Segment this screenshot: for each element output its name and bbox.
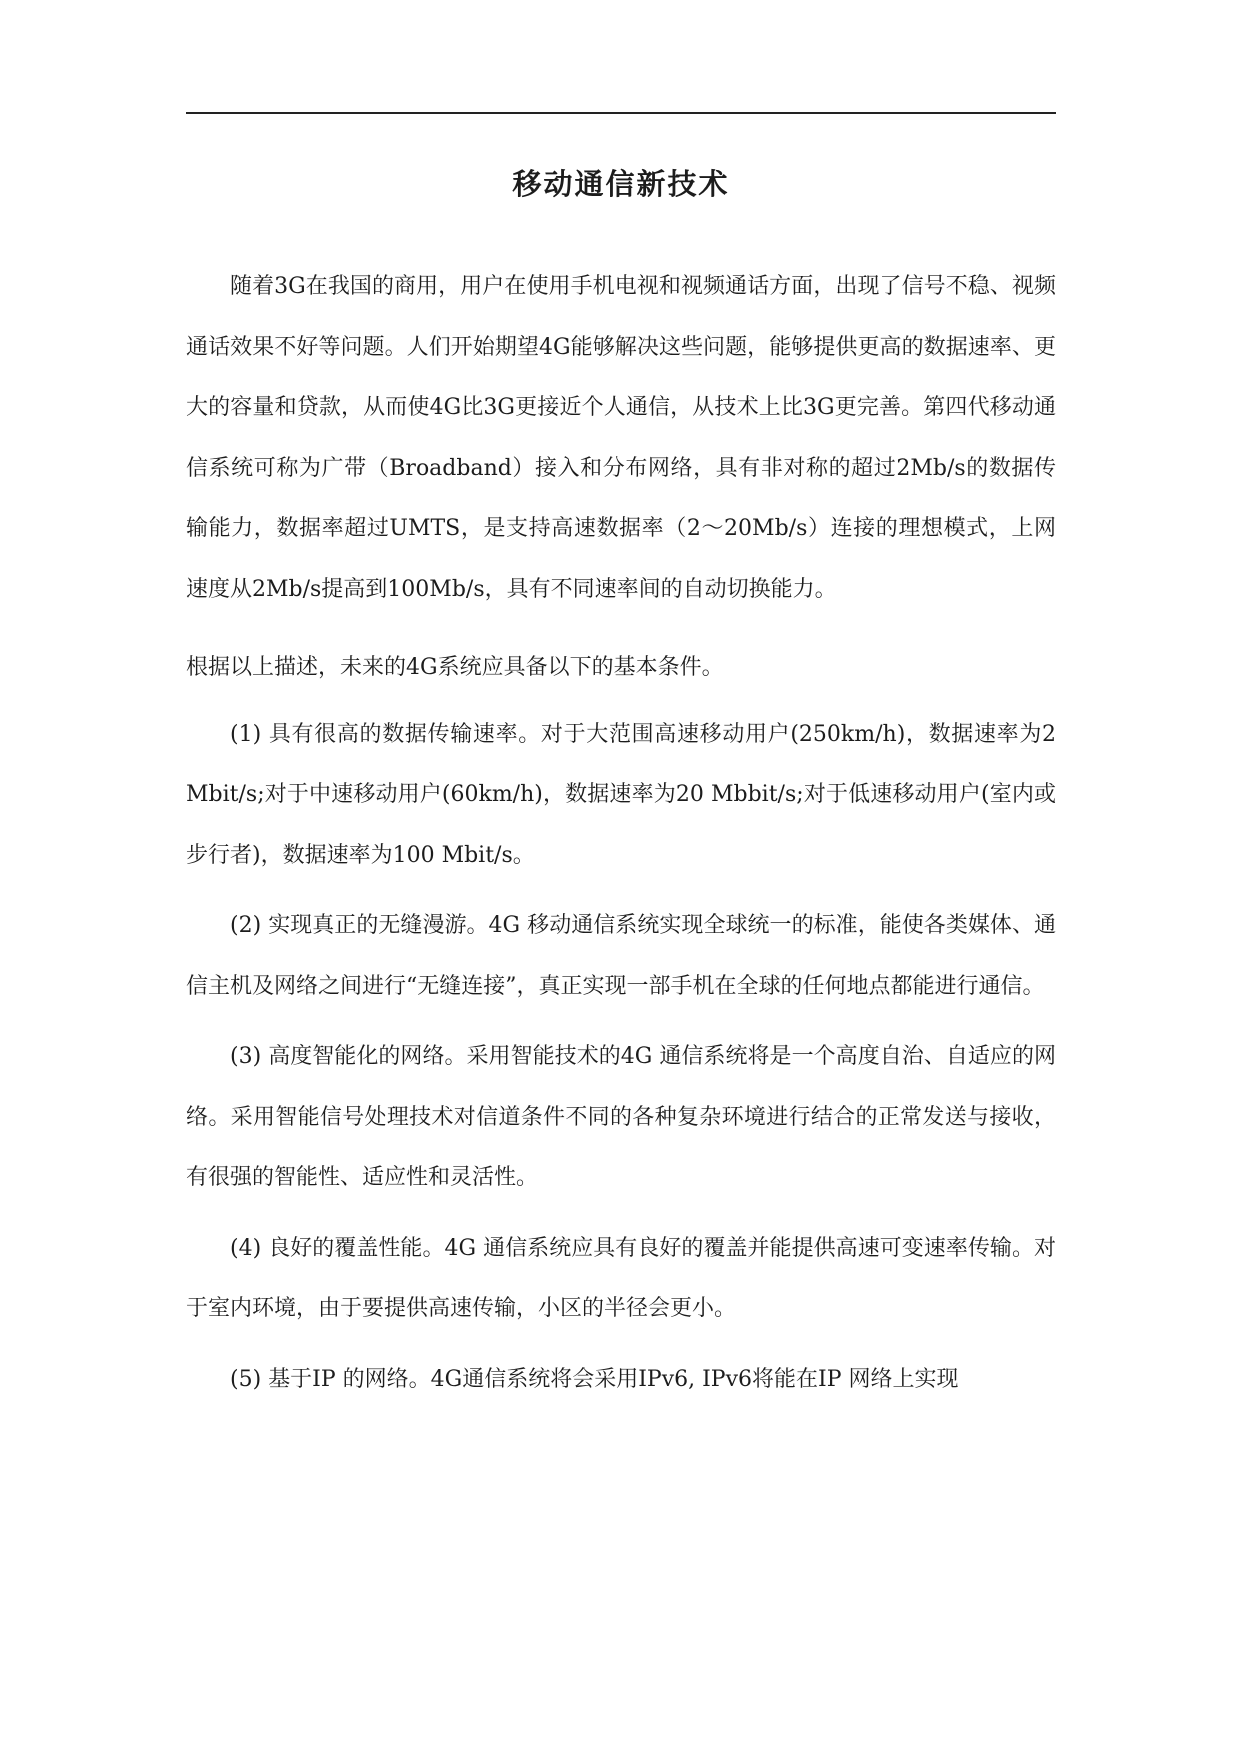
lead-sentence: 根据以上描述，未来的4G系统应具备以下的基本条件。 — [186, 655, 724, 680]
header-rule — [186, 112, 1056, 114]
list-item-1: (1) 具有很高的数据传输速率。对于大范围高速移动用户(250km/h)，数据速率为2 Mbit/s;对于中速移动用户(60km/h)，数据速率为20 Mbbit/s;对于低速移动用户(室内或步行者)，数据速率为100 Mbit/s。 — [186, 721, 1056, 868]
intro-paragraph: 随着3G在我国的商用，用户在使用手机电视和视频通话方面，出现了信号不稳、视频通话效果不好等问题。人们开始期望4G能够解决这些问题，能够提供更高的数据速率、更大的容量和贷款，从而使4G比3G更接近个人通信，从技术上比3G更完善。第四代移动通信系统可称为广带（Broadband）接入和分布网络，具有非对称的超过2Mb/s的数据传输能力，数据率超过UMTS，是支持高速数据率（2～20Mb/s）连接的理想模式，上网速度从2Mb/s提高到100Mb/s，具有不同速率间的自动切换能力。 — [186, 274, 1056, 602]
document-body — [186, 257, 1056, 1420]
list-item-5: (5) 基于IP 的网络。4G通信系统将会采用IPv6, IPv6将能在IP 网络上实现 — [230, 1366, 959, 1392]
document-title: 移动通信新技术 — [512, 167, 730, 201]
list-item-4: (4) 良好的覆盖性能。4G 通信系统应具有良好的覆盖并能提供高速可变速率传输。对于室内环境，由于要提供高速传输，小区的半径会更小。 — [186, 1235, 1056, 1321]
list-item-3: (3) 高度智能化的网络。采用智能技术的4G 通信系统将是一个高度自治、自适应的网络。采用智能信号处理技术对信道条件不同的各种复杂环境进行结合的正常发送与接收，有很强的智能性、适应性和灵活性。 — [186, 1044, 1056, 1190]
list-item-2: (2) 实现真正的无缝漫游。4G 移动通信系统实现全球统一的标准，能使各类媒体、通信主机及网络之间进行“无缝连接”，真正实现一部手机在全球的任何地点都能进行通信。 — [186, 913, 1056, 999]
